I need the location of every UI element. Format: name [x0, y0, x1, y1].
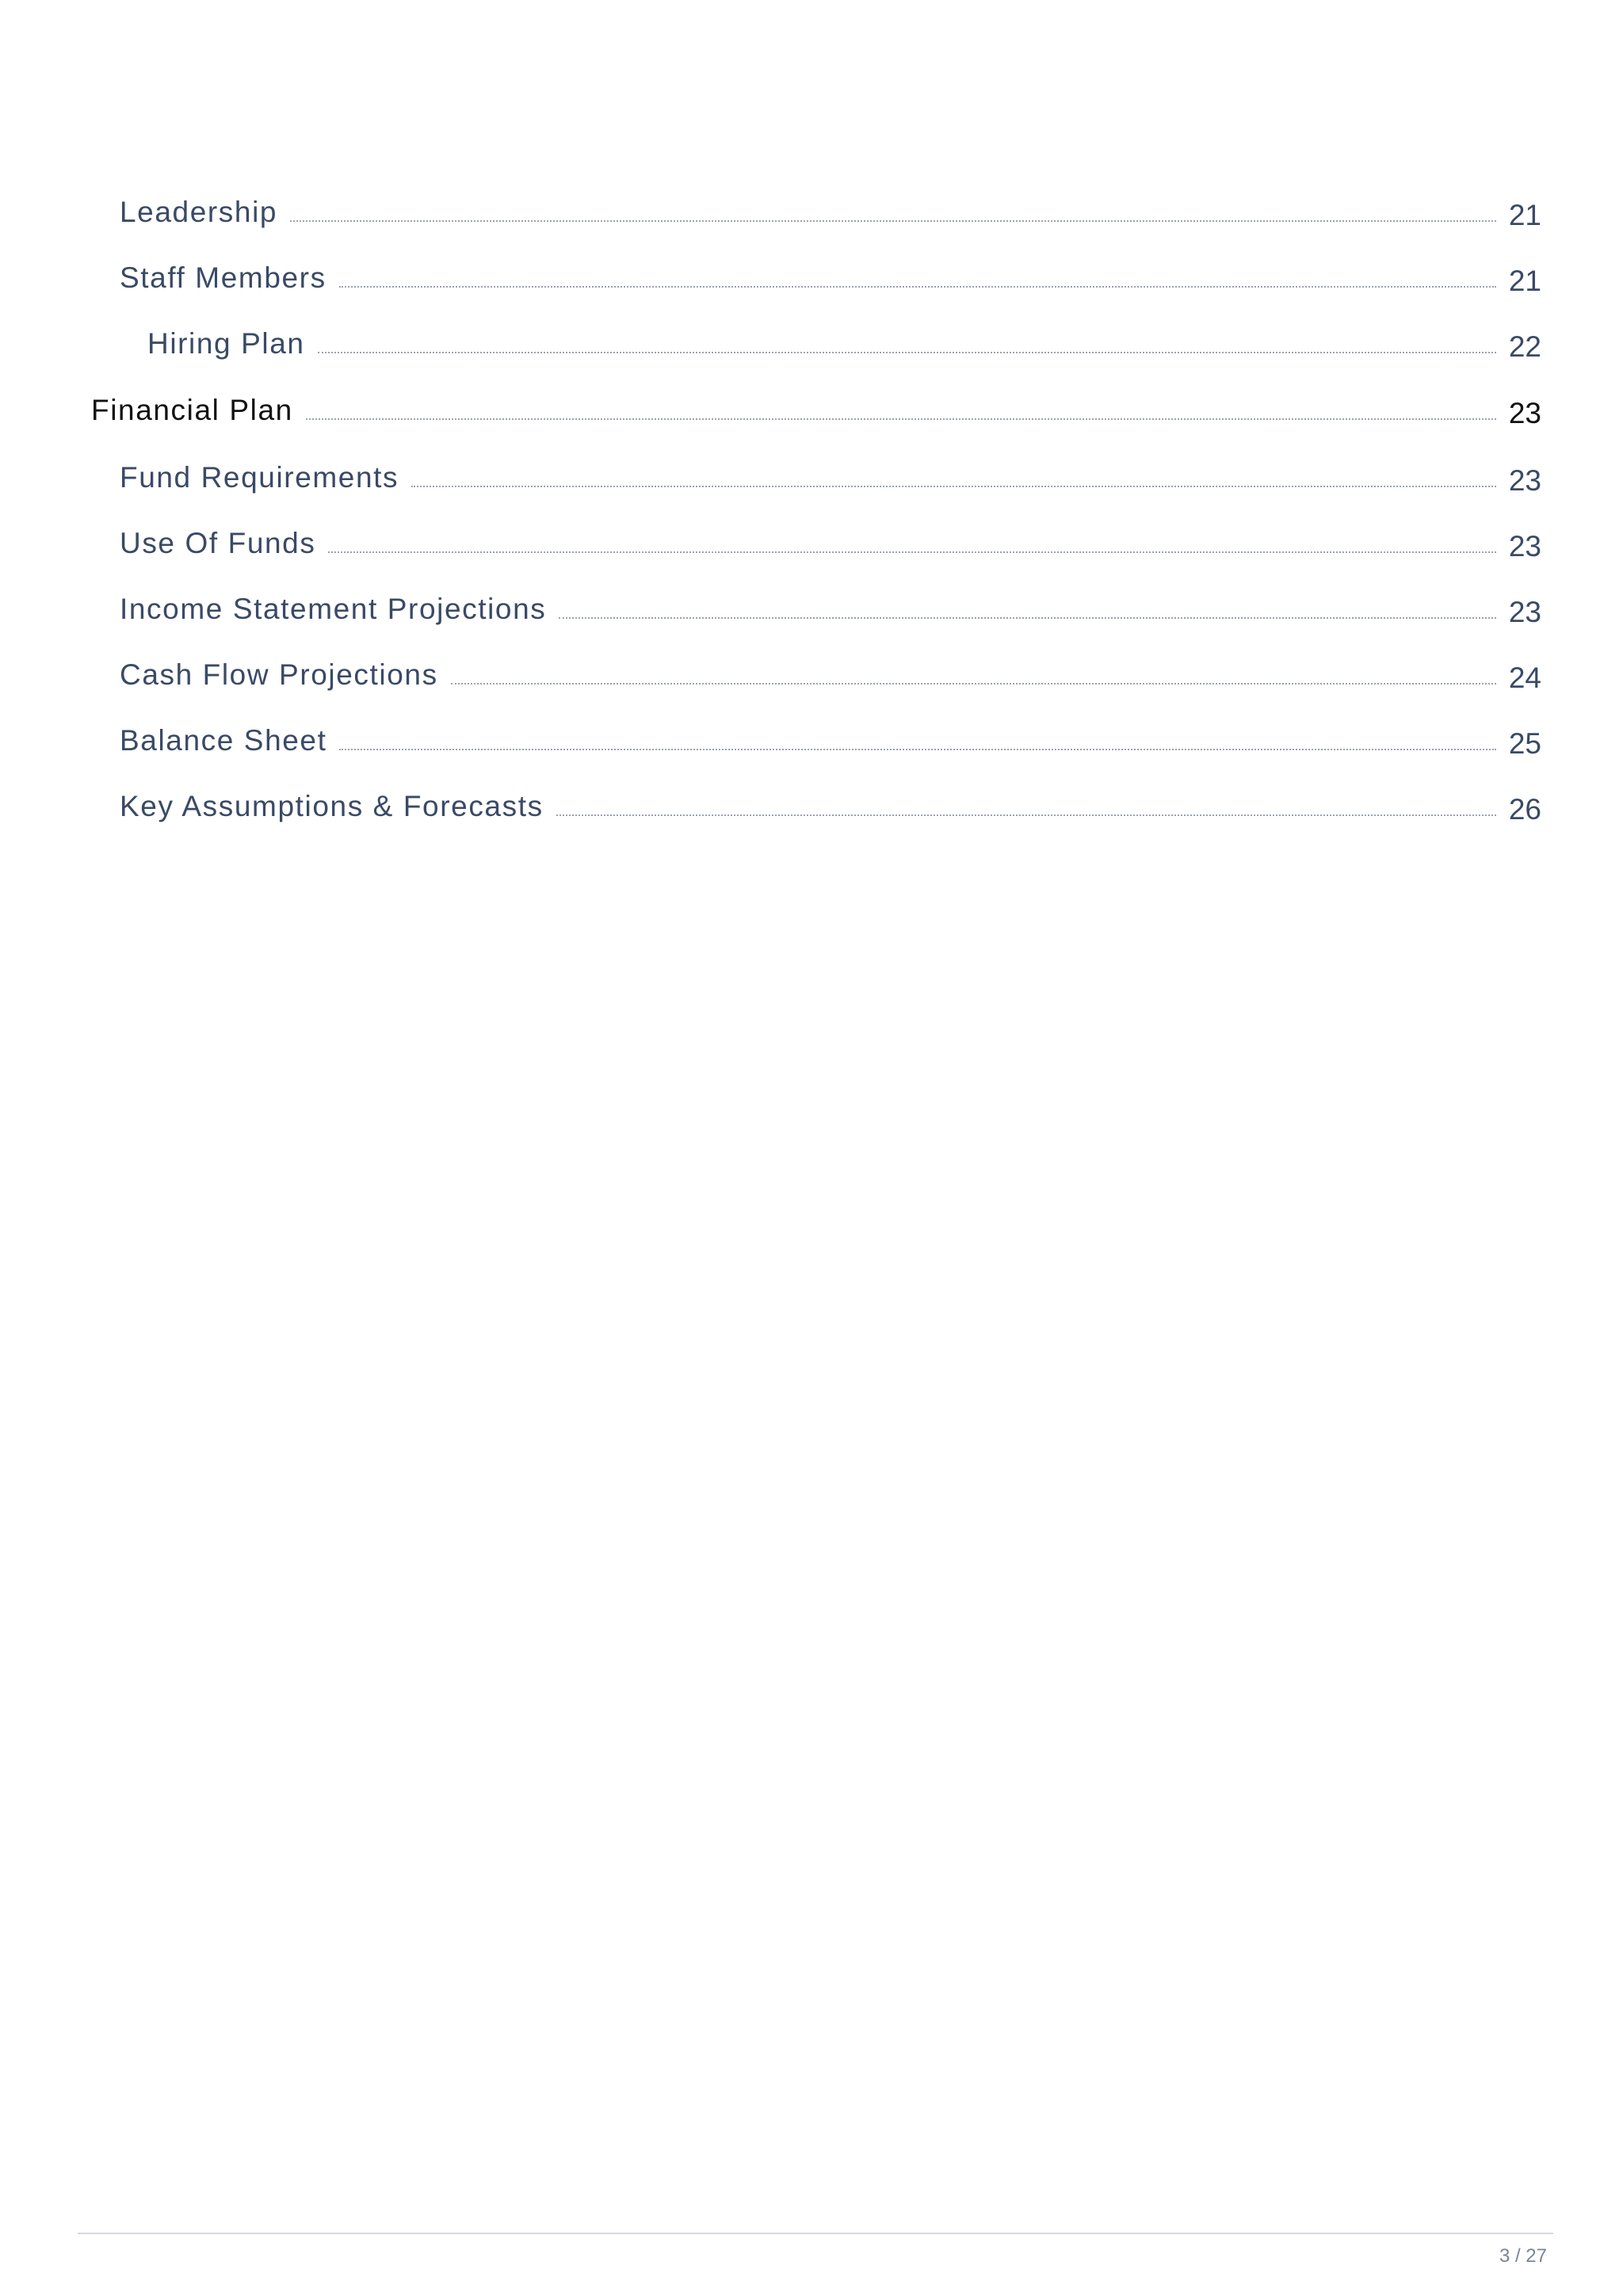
page-indicator: 3 / 27	[1499, 2245, 1547, 2267]
toc-entry-page-number: 21	[1508, 199, 1541, 231]
dot-leader	[556, 814, 1496, 816]
toc-entry-page-number: 24	[1508, 662, 1541, 694]
toc-entry-leadership[interactable]	[91, 182, 1541, 230]
toc-entry-page-number: 22	[1508, 330, 1541, 363]
toc-entry-label: Balance Sheet	[120, 724, 327, 757]
toc-entry-label: Cash Flow Projections	[120, 658, 438, 691]
toc-entry-label: Key Assumptions & Forecasts	[120, 790, 544, 822]
dot-leader	[318, 352, 1496, 353]
toc-entry-financial-plan[interactable]	[91, 380, 1541, 428]
dot-leader	[306, 418, 1496, 420]
dot-leader	[339, 286, 1496, 288]
toc-entry-page-number: 23	[1508, 530, 1541, 563]
toc-entry-use-of-funds[interactable]	[91, 513, 1541, 561]
toc-entry-page-number: 23	[1508, 397, 1541, 429]
toc-entry-hiring-plan[interactable]	[91, 314, 1541, 361]
toc-entry-balance-sheet[interactable]	[91, 711, 1541, 758]
toc-entry-label: Use Of Funds	[120, 527, 316, 559]
dot-leader	[411, 486, 1496, 487]
dot-leader	[328, 551, 1495, 553]
toc-entry-label: Fund Requirements	[120, 461, 399, 494]
dot-leader	[559, 617, 1495, 619]
toc-entry-staff-members[interactable]	[91, 248, 1541, 296]
toc-entry-label: Staff Members	[120, 261, 327, 294]
toc-entry-label: Income Statement Projections	[120, 593, 547, 625]
toc-entry-fund-requirements[interactable]	[91, 448, 1541, 495]
toc-entry-cash-flow-projections[interactable]	[91, 645, 1541, 692]
toc-entry-label: Leadership	[120, 196, 278, 228]
toc-entry-page-number: 25	[1508, 727, 1541, 760]
toc-entry-page-number: 23	[1508, 464, 1541, 497]
dot-leader	[339, 749, 1495, 750]
toc-entry-label: Financial Plan	[91, 394, 293, 426]
footer-divider	[78, 2233, 1553, 2234]
toc-entry-income-statement-projections[interactable]	[91, 579, 1541, 627]
dot-leader	[290, 220, 1496, 222]
toc-entry-key-assumptions-forecasts[interactable]	[91, 776, 1541, 824]
toc-entry-page-number: 23	[1508, 596, 1541, 628]
toc-entry-page-number: 26	[1508, 793, 1541, 826]
toc-entry-label: Hiring Plan	[147, 327, 305, 360]
toc-entry-page-number: 21	[1508, 265, 1541, 297]
dot-leader	[451, 683, 1496, 685]
